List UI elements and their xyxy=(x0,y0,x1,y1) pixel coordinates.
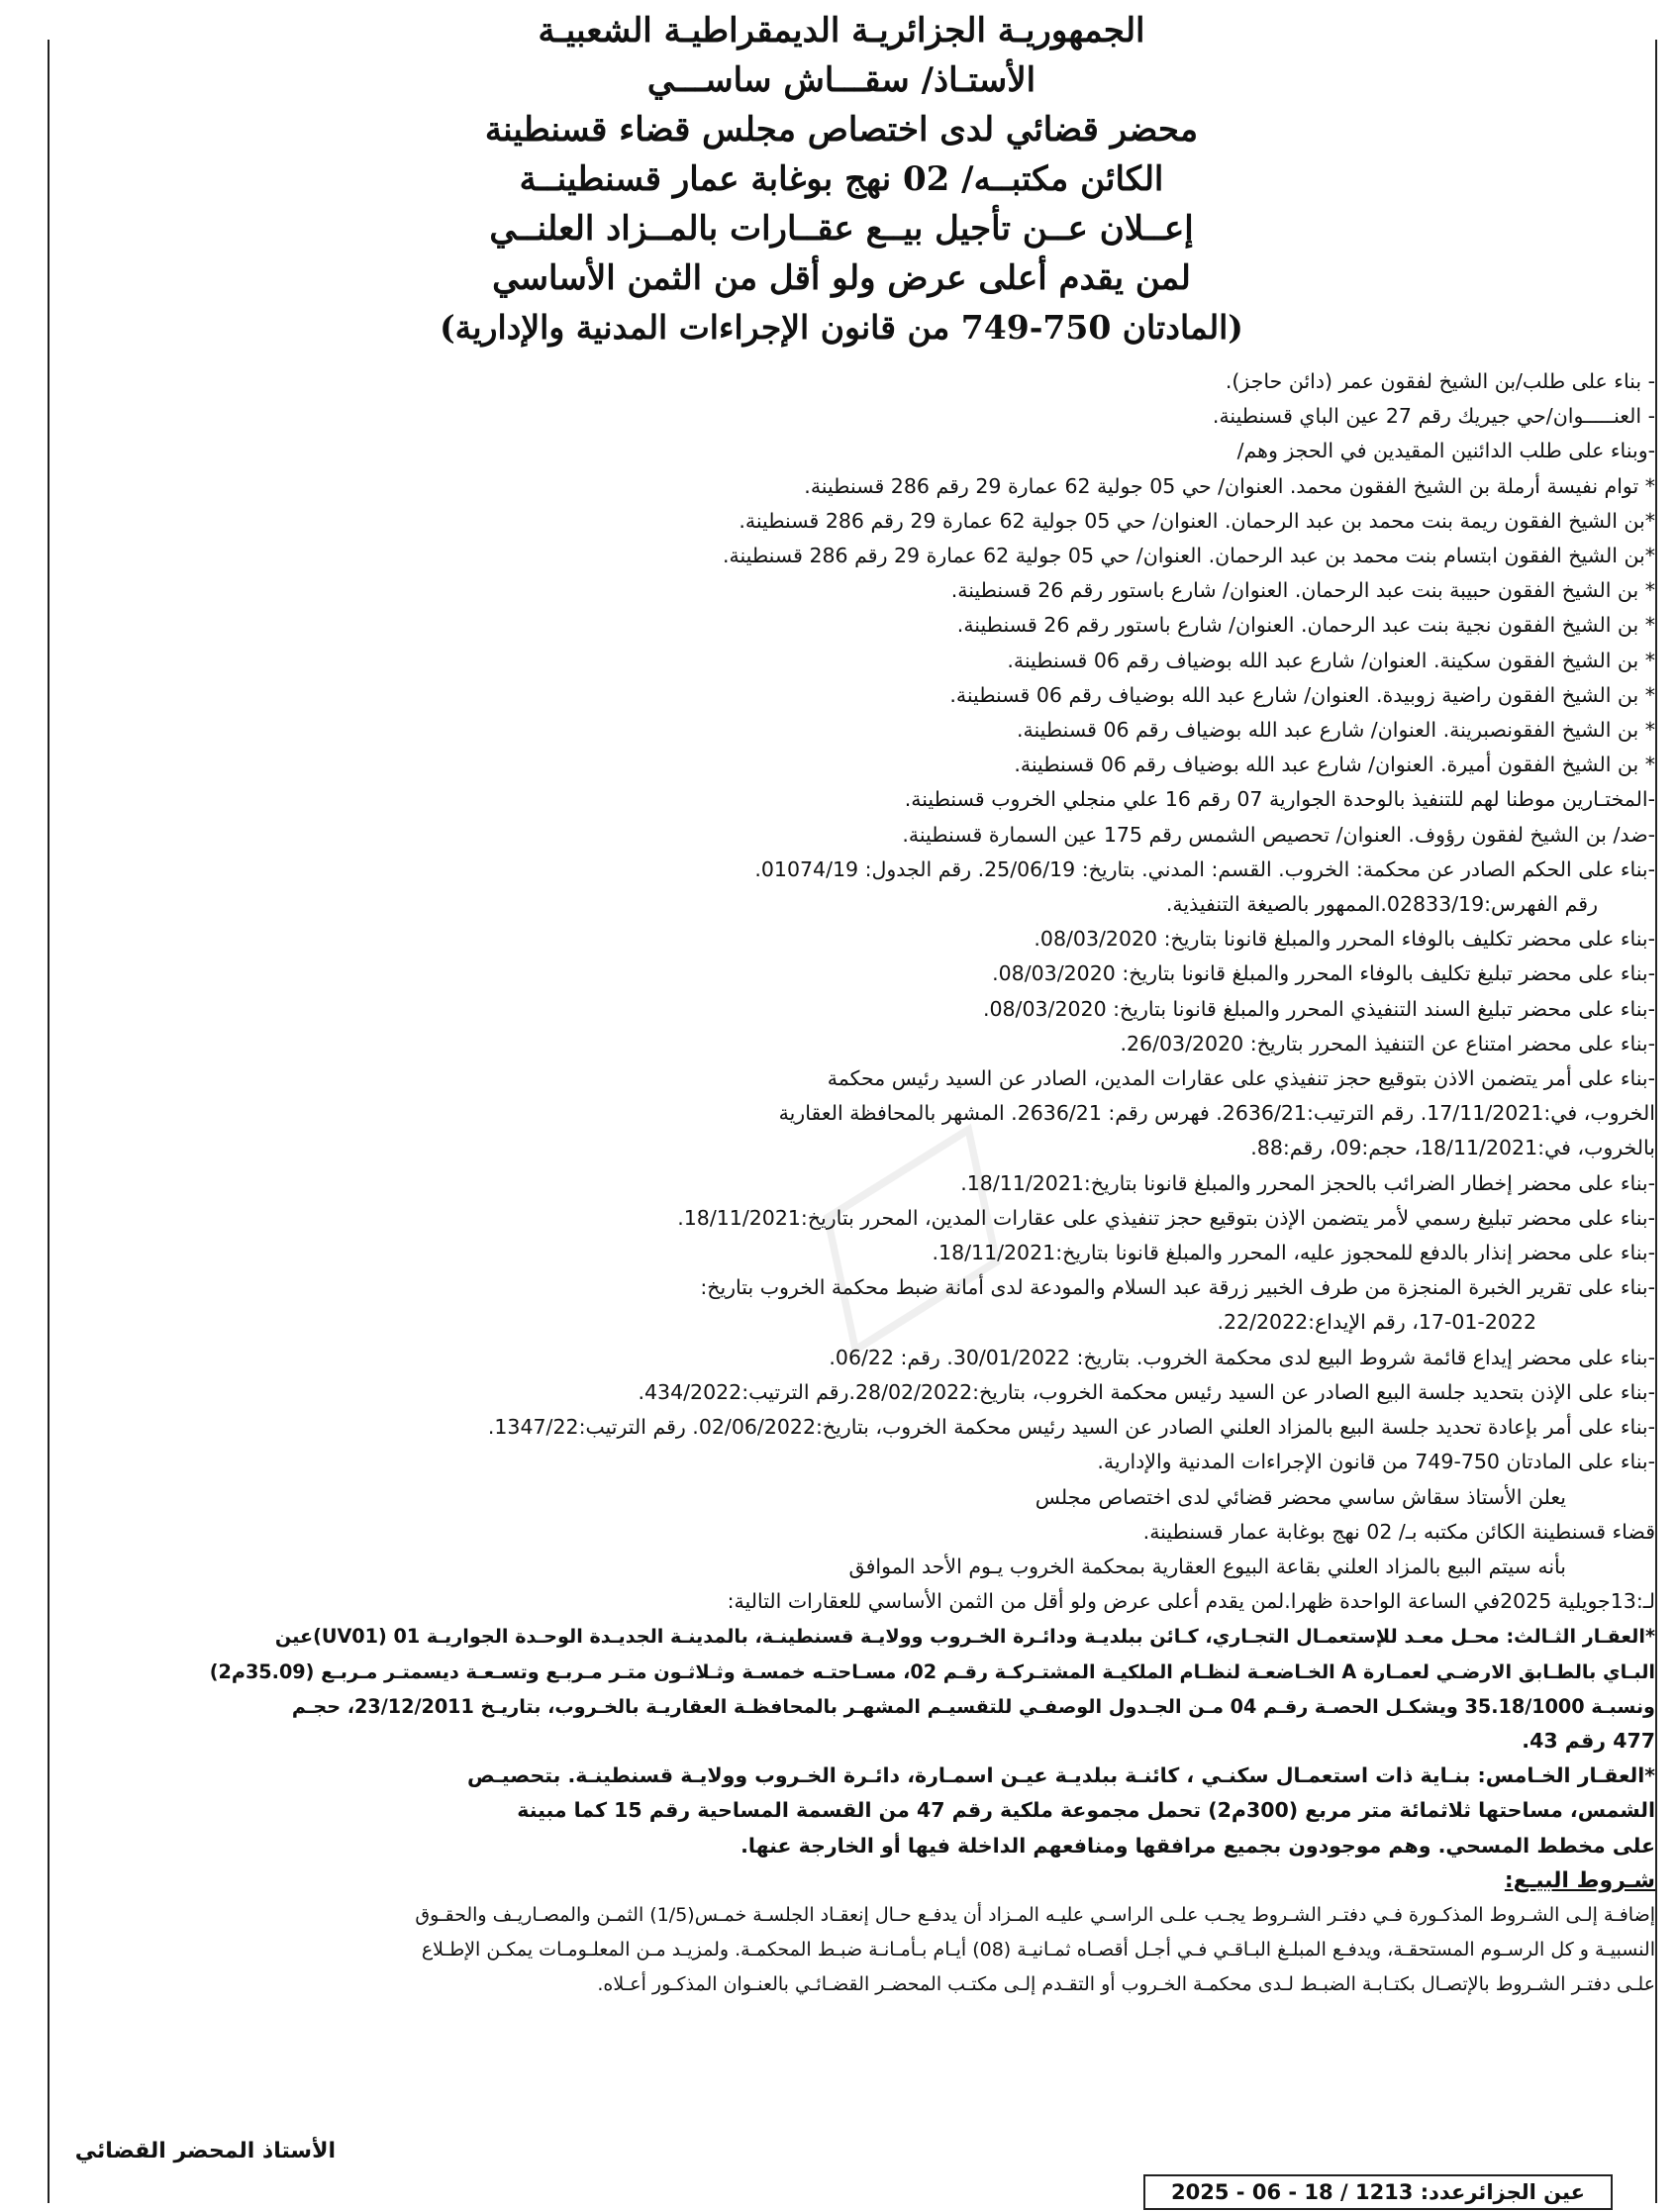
conditions-heading: شـروط البيـع: xyxy=(1504,1867,1655,1893)
body-line: بأنه سيتم البيع بالمزاد العلني بقاعة البيوع العقارية بمحكمة الخروب يـوم الأحد الموافق xyxy=(848,1554,1566,1578)
publication-reference: عين الجزائرعدد: 1213 / 18 - 06 - 2025 xyxy=(1143,2174,1613,2210)
property-line: البـاي بالطـابق الارضـي لعمـارة A الخـاضعـة لنظـام الملكيـة المشتـركـة رقـم 02، مسـاحتـه خمسـة وثـلاثـون متـر مـربـع وتسـعـة ديسمتـر مـربـع (35.09م2) xyxy=(209,1659,1655,1683)
body-line: - العنـــــوان/حي جيريك رقم 27 عين الباي قسنطينة. xyxy=(1212,404,1655,429)
bailiff-name: الأستـاذ/ سقـــاش ساســـي xyxy=(646,60,1036,100)
body-line: -بناء على محضر تكليف بالوفاء المحرر والمبلغ قانونا بتاريخ: 08/03/2020. xyxy=(1034,927,1655,952)
body-line: *بن الشيخ الفقون ريمة بنت محمد بن عبد الرحمان. العنوان/ حي 05 جولية 62 عمارة 29 رقم 286 قسنطينة. xyxy=(739,508,1655,533)
notice-body xyxy=(51,364,1655,2003)
property-line: *العقـار الثـالث: محـل معـد للإستعمـال التجـاري، كـائن ببلديـة ودائـرة الخـروب وولايـة قسنطينـة، بالمدينـة الجديـدة الوحـدة الجواريـة 01 (UV01)عين xyxy=(274,1625,1655,1649)
property-line: الشمس، مساحتها ثلاثمائة متر مربع (300م2) تحمل مجموعة ملكية رقم 47 من القسمة المساحية رقم 15 كما مبينة xyxy=(517,1798,1655,1823)
body-line: -بناء على محضر إخطار الضرائب بالحجز المحرر والمبلغ قانونا بتاريخ:18/11/2021. xyxy=(960,1170,1655,1195)
body-line: * بن الشيخ الفقون نجية بنت عبد الرحمان. العنوان/ شارع باستور رقم 26 قسنطينة. xyxy=(956,613,1655,638)
body-line: -ضد/ بن الشيخ لفقون رؤوف. العنوان/ تحصيص الشمس رقم 175 عين السمارة قسنطينة. xyxy=(902,822,1655,847)
bailiff-jurisdiction: محضر قضائي لدى اختصاص مجلس قضاء قسنطينة xyxy=(484,110,1199,150)
republic-title: الجمهوريـة الجزائريـة الديمقراطيـة الشعبيـة xyxy=(538,11,1145,50)
body-line: قضاء قسنطينة الكائن مكتبه بـ/ 02 نهج بوغابة عمار قسنطينة. xyxy=(1142,1519,1655,1544)
body-line: -بناء على تقرير الخبرة المنجزة من طرف الخبير زرقة عبد السلام والمودعة لدى أمانة ضبط محكمة الخروب بتاريخ: xyxy=(700,1275,1655,1300)
body-line: -بناء على الإذن بتحديد جلسة البيع الصادر عن السيد رئيس محكمة الخروب، بتاريخ:28/02/2022.رقم الترتيب:434/2022. xyxy=(638,1379,1655,1404)
notice-header xyxy=(376,6,1307,352)
body-line: * بن الشيخ الفقون راضية زوبيدة. العنوان/ شارع عبد الله بوضياف رقم 06 قسنطينة. xyxy=(949,682,1655,707)
conditions-line: النسبيـة و كل الرسـوم المستحقـة، ويدفـع المبلـغ البـاقـي فـي أجـل أقصـاه ثمـانيـة (08) أيـام بـأمـانـة ضبـط المحكمـة. ولمزيـد مـن المعلـومـات يمكـن الإطـلاع xyxy=(421,1939,1655,1961)
right-border-line xyxy=(1655,40,1657,2203)
body-line: -بناء على محضر تبليغ تكليف بالوفاء المحرر والمبلغ قانونا بتاريخ: 08/03/2020. xyxy=(992,961,1655,986)
body-line: بالخروب، في:18/11/2021، حجم:09، رقم:88. xyxy=(1250,1136,1655,1160)
body-line: * بن الشيخ الفقونصبرينة. العنوان/ شارع عبد الله بوضياف رقم 06 قسنطينة. xyxy=(1016,718,1655,743)
body-line: * بن الشيخ الفقون أميرة. العنوان/ شارع عبد الله بوضياف رقم 06 قسنطينة. xyxy=(1014,753,1655,777)
body-line: -بناء على أمر بإعادة تحديد جلسة البيع بالمزاد العلني الصادر عن السيد رئيس محكمة الخروب، بتاريخ:02/06/2022. رقم الترتيب:1347/22. xyxy=(487,1415,1655,1440)
conditions-line: علـى دفتـر الشـروط بالإتصـال بكتـابـة الضبـط لـدى محكمـة الخـروب أو التقـدم إلـى مكتـب المحضـر القضـائـي بالعنـوان المذكـور أعـلاه. xyxy=(597,1973,1655,1996)
legal-articles: (المادتان 750-749 من قانون الإجراءات المدنية والإدارية) xyxy=(440,308,1243,347)
notice-title: إعــلان عــن تأجيل بيــع عقــارات بالمــزاد العلنــي xyxy=(489,209,1194,249)
body-line: 17-01-2022، رقم الإيداع:22/2022. xyxy=(1217,1310,1536,1335)
notice-subtitle: لمن يقدم أعلى عرض ولو أقل من الثمن الأساسي xyxy=(492,258,1191,298)
property-line: على مخطط المسحي. وهم موجودون بجميع مرافقها ومنافعهم الداخلة فيها أو الخارجة عنها. xyxy=(740,1833,1655,1858)
body-line: -بناء على محضر تبليغ رسمي لأمر يتضمن الإذن بتوقيع حجز تنفيذي على عقارات المدين، المحرر بتاريخ:18/11/2021. xyxy=(677,1205,1655,1230)
body-line: * توام نفيسة أرملة بن الشيخ الفقون محمد. العنوان/ حي 05 جولية 62 عمارة 29 رقم 286 قسنطينة. xyxy=(804,473,1655,498)
body-line: -بناء على المادتان 750-749 من قانون الإجراءات المدنية والإدارية. xyxy=(1097,1450,1655,1474)
body-line: -بناء على محضر إنذار بالدفع للمحجوز عليه، المحرر والمبلغ قانونا بتاريخ:18/11/2021. xyxy=(932,1241,1655,1265)
body-line: -بناء على محضر تبليغ السند التنفيذي المحرر والمبلغ قانونا بتاريخ: 08/03/2020. xyxy=(982,996,1655,1021)
body-line: -المختـارين موطنا لهم للتنفيذ بالوحدة الجوارية 07 رقم 16 علي منجلي الخروب قسنطينة. xyxy=(904,787,1655,812)
left-border-line xyxy=(48,40,49,2203)
body-line: لـ:13جويلية 2025في الساعة الواحدة ظهرا.لمن يقدم أعلى عرض ولو أقل من الثمن الأساسي للعقارات التالية: xyxy=(727,1589,1655,1614)
body-line: الخروب، في:17/11/2021. رقم الترتيب:2636/21. فهرس رقم: 2636/21. المشهر بالمحافظة العقارية xyxy=(778,1101,1655,1126)
signature-block xyxy=(39,2139,336,2163)
body-line: رقم الفهرس:02833/19.الممهور بالصيغة التنفيذية. xyxy=(1165,892,1598,917)
body-line: * بن الشيخ الفقون حبيبة بنت عبد الرحمان. العنوان/ شارع باستور رقم 26 قسنطينة. xyxy=(950,578,1655,603)
bailiff-office-address: الكائن مكتبــه/ 02 نهج بوغابة عمار قسنطينــة xyxy=(519,159,1164,199)
body-line: -بناء على أمر يتضمن الاذن بتوقيع حجز تنفيذي على عقارات المدين، الصادر عن السيد رئيس محكمة xyxy=(827,1066,1655,1091)
signature-title: الأستاذ المحضر القضائي xyxy=(74,2139,336,2163)
property-line: *العقـار الخـامس: بنـاية ذات استعمـال سكنـي ، كائنـة ببلديـة عيـن اسمـارة، دائـرة الخـروب وولايـة قسنطينـة. بتحصيـص xyxy=(466,1763,1655,1788)
property-line: 477 رقم 43. xyxy=(1522,1728,1655,1753)
body-line: -بناء على الحكم الصادر عن محكمة: الخروب. القسم: المدني. بتاريخ: 25/06/19. رقم الجدول: 01074/19. xyxy=(754,856,1655,881)
body-line: -وبناء على طلب الدائنين المقيدين في الحجز وهم/ xyxy=(1236,439,1655,463)
body-line: *بن الشيخ الفقون ابتسام بنت محمد بن عبد الرحمان. العنوان/ حي 05 جولية 62 عمارة 29 رقم 286 قسنطينة. xyxy=(722,544,1655,568)
body-line: * بن الشيخ الفقون سكينة. العنوان/ شارع عبد الله بوضياف رقم 06 قسنطينة. xyxy=(1007,648,1655,672)
property-line: ونسبـة 35.18/1000 ويشكـل الحصـة رقـم 04 مـن الجـدول الوصفـي للتقسيـم المشهـر بالمحافظـة العقاريـة بالخـروب، بتاريـخ 23/12/2011، حجـم xyxy=(291,1694,1655,1718)
body-line: - بناء على طلب/بن الشيخ لفقون عمر (دائن حاجز). xyxy=(1225,369,1655,393)
body-line: -بناء على محضر إيداع قائمة شروط البيع لدى محكمة الخروب. بتاريخ: 30/01/2022. رقم: 06/22. xyxy=(829,1345,1655,1369)
conditions-line: إضافـة إلـى الشـروط المذكـورة فـي دفتـر الشـروط يجـب علـى الراسـي عليـه المـزاد أن يدفـع حـال إنعقـاد الجلسـة خمـس(1/5) الثمـن والمصـاريـف والحقـوق xyxy=(415,1903,1655,1926)
body-line: يعلن الأستاذ سقاش ساسي محضر قضائي لدى اختصاص مجلس xyxy=(1035,1484,1566,1509)
body-line: -بناء على محضر امتناع عن التنفيذ المحرر بتاريخ: 26/03/2020. xyxy=(1120,1031,1655,1056)
